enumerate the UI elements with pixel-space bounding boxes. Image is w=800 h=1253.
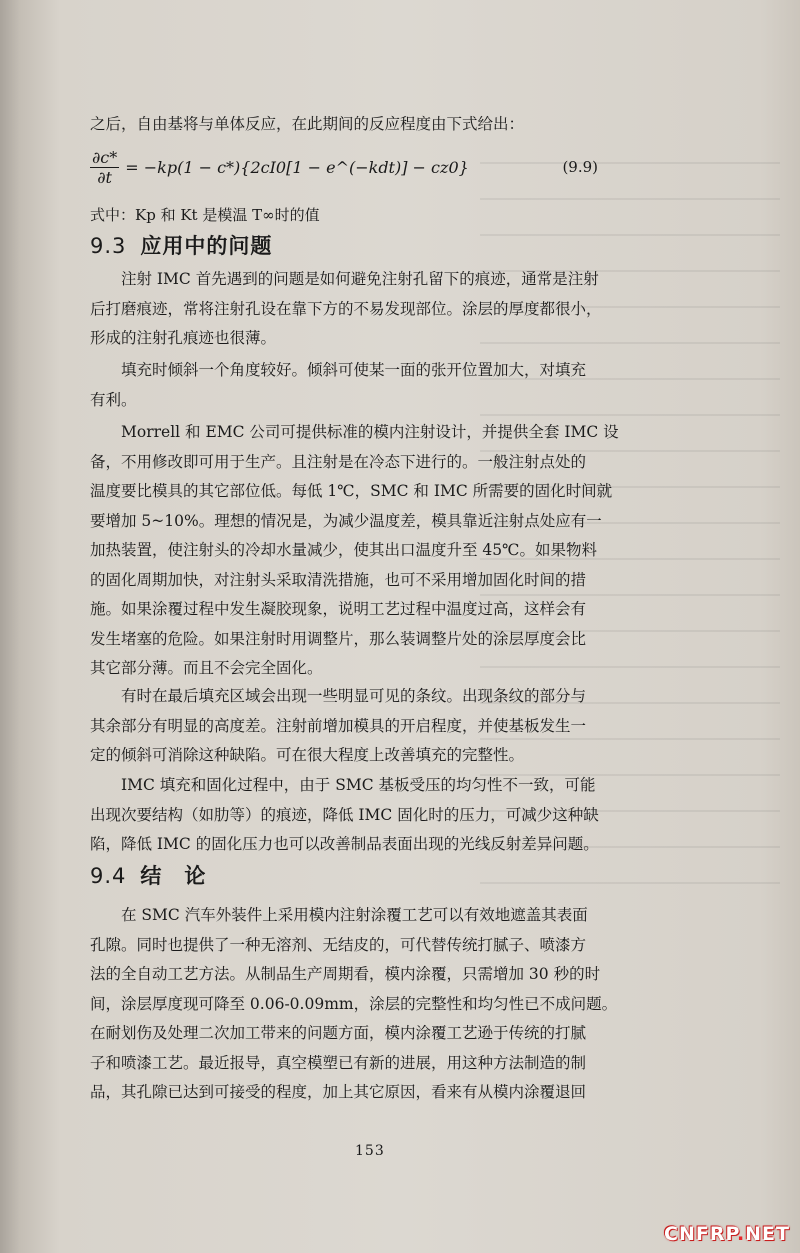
- paragraph-line: 有时在最后填充区域会出现一些明显可见的条纹。出现条纹的部分与: [121, 687, 587, 705]
- paragraph-streaks: [90, 682, 662, 771]
- paragraph-line: 品，其孔隙已达到可接受的程度，加上其它原因，看来有从模内涂覆退回: [90, 1083, 587, 1101]
- paragraph-equipment: [90, 418, 662, 684]
- paragraph-line: 间，涂层厚度现可降至 0.06-0.09mm，涂层的完整性和均匀性已不成问题。: [90, 994, 618, 1013]
- paragraph-line: 孔隙。同时也提供了一种无溶剂、无结皮的，可代替传统打腻子、喷漆方: [90, 935, 587, 954]
- paragraph-tilt: [90, 356, 662, 415]
- paragraph-line: 其余部分有明显的高度差。注射前增加模具的开启程度，并使基板发生一: [90, 716, 587, 735]
- paragraph-line: 有利。: [90, 390, 137, 409]
- paragraph-line: 定的倾斜可消除这种缺陷。可在很大程度上改善填充的完整性。: [90, 746, 525, 764]
- equation-number: (9.9): [562, 158, 598, 176]
- paragraph-line: 出现次要结构（如肋等）的痕迹，降低 IMC 固化时的压力，可减少这种缺: [90, 805, 599, 824]
- equation-fraction: [90, 148, 119, 187]
- paragraph-injection-marks: [90, 265, 662, 354]
- paragraph-line: 注射 IMC 首先遇到的问题是如何避免注射孔留下的痕迹，通常是注射: [121, 270, 599, 288]
- paragraph-line: 施。如果涂覆过程中发生凝胶现象，说明工艺过程中温度过高，这样会有: [90, 600, 587, 618]
- watermark-logo: [664, 1223, 790, 1245]
- equation-rhs: = −kp(1 − c*){2cI0[1 − e^(−kdt)] − cz0}: [125, 158, 469, 177]
- section-number: 9.4: [90, 864, 127, 888]
- paragraph-line: 陷，降低 IMC 的固化压力也可以改善制品表面出现的光线反射差异问题。: [90, 835, 599, 853]
- paragraph-line: 填充时倾斜一个角度较好。倾斜可使某一面的张开位置加大，对填充: [121, 361, 587, 379]
- paragraph-line: Morrell 和 EMC 公司可提供标准的模内注射设计，并提供全套 IMC 设: [121, 423, 619, 441]
- page-number: 153: [355, 1143, 385, 1159]
- equation-note: 式中：Kp 和 Kt 是模温 T∞时的值: [90, 206, 320, 224]
- paragraph-line: 备，不用修改即可用于生产。且注射是在冷态下进行的。一般注射点处的: [90, 452, 587, 471]
- paragraph-line: 其它部分薄。而且不会完全固化。: [90, 659, 323, 677]
- paragraph-line: 后打磨痕迹，常将注射孔设在靠下方的不易发现部位。涂层的厚度都很小，: [90, 299, 602, 318]
- section-heading-9-3: [90, 230, 272, 260]
- paragraph-line: 发生堵塞的危险。如果注射时用调整片，那么装调整片处的涂层厚度会比: [90, 629, 587, 648]
- paragraph-line: 在耐划伤及处理二次加工带来的问题方面，模内涂覆工艺逊于传统的打腻: [90, 1024, 587, 1042]
- paragraph-conclusion: [90, 901, 662, 1108]
- paragraph-line: 的固化周期加快，对注射头采取清洗措施，也可不采用增加固化时间的措: [90, 570, 587, 589]
- paragraph-line: 在 SMC 汽车外装件上采用模内注射涂覆工艺可以有效地遮盖其表面: [121, 906, 588, 924]
- intro-line: 之后，自由基将与单体反应，在此期间的反应程度由下式给出：: [90, 115, 525, 133]
- paragraph-line: IMC 填充和固化过程中，由于 SMC 基板受压的均匀性不一致，可能: [121, 776, 596, 794]
- equation-body: [90, 148, 469, 187]
- section-heading-9-4: [90, 860, 206, 890]
- paragraph-line: 子和喷漆工艺。最近报导，真空模塑已有新的进展，用这种方法制造的制: [90, 1053, 587, 1072]
- paragraph-line: 温度要比模具的其它部位低。每低 1℃，SMC 和 IMC 所需要的固化时间就: [90, 482, 613, 500]
- paragraph-pressure: [90, 771, 662, 860]
- paragraph-line: 要增加 5~10%。理想的情况是，为减少温度差，模具靠近注射点处应有一: [90, 511, 602, 530]
- watermark-brand: CNFRP: [664, 1223, 737, 1245]
- equation-denominator: ∂t: [97, 168, 112, 187]
- section-title: 结 论: [140, 864, 207, 888]
- section-title: 应用中的问题: [140, 234, 273, 258]
- section-number: 9.3: [90, 234, 127, 258]
- equation-numerator: ∂c*: [92, 148, 118, 167]
- watermark-dot: .: [736, 1223, 746, 1245]
- paragraph-line: 形成的注射孔痕迹也很薄。: [90, 329, 277, 347]
- equation-9-9: [90, 140, 662, 202]
- paragraph-line: 法的全自动工艺方法。从制品生产周期看，模内涂覆，只需增加 30 秒的时: [90, 965, 601, 983]
- watermark-suffix: NET: [745, 1223, 790, 1245]
- paragraph-line: 加热装置，使注射头的冷却水量减少，使其出口温度升至 45℃。如果物料: [90, 541, 597, 559]
